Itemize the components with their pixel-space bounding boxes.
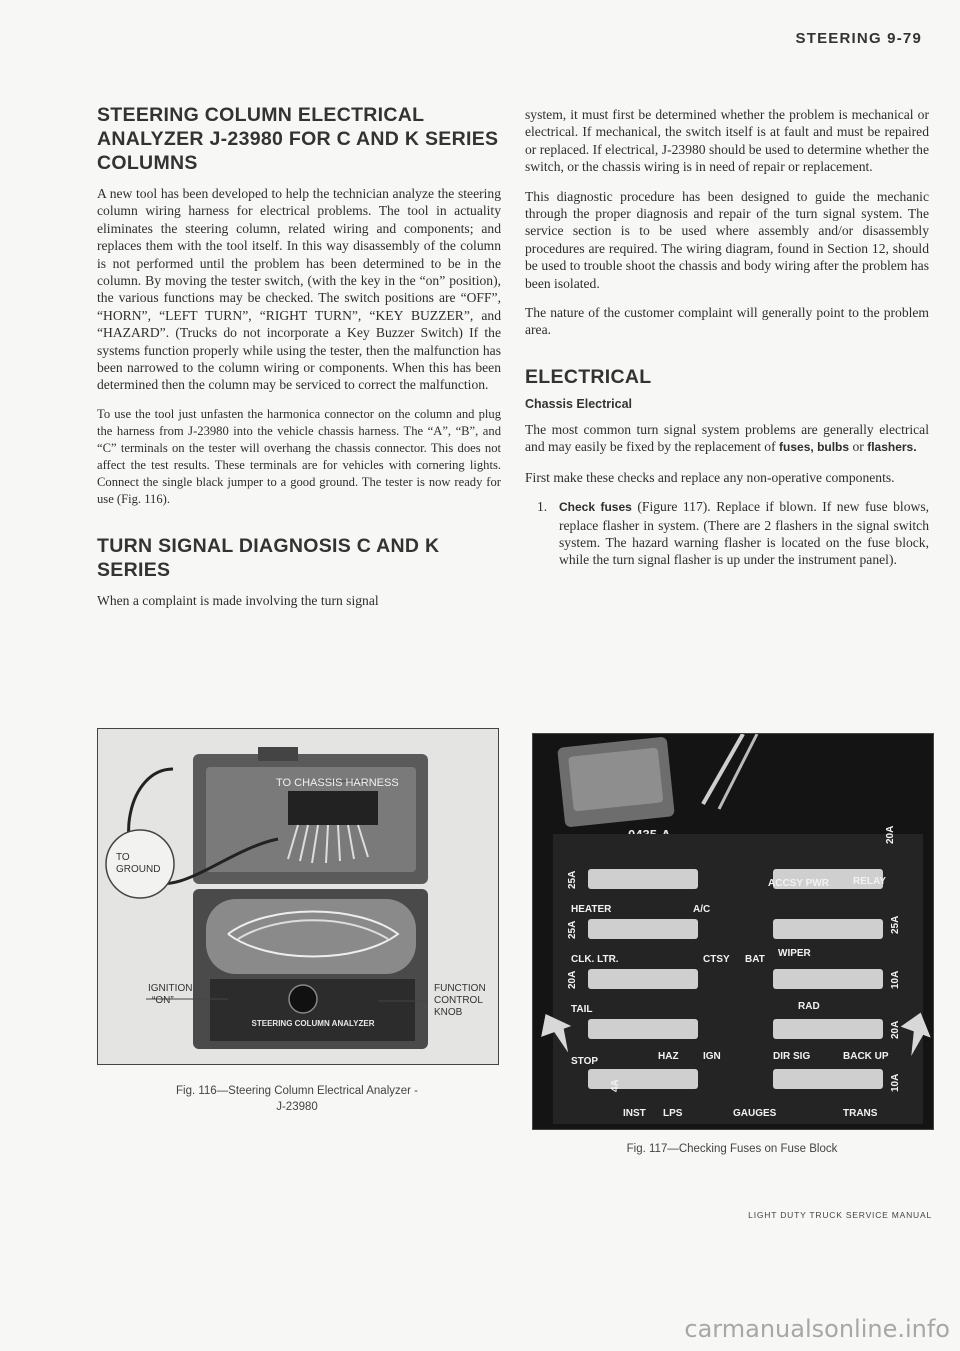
- page-footer: LIGHT DUTY TRUCK SERVICE MANUAL: [748, 1210, 932, 1220]
- fuse-label: LPS: [663, 1108, 683, 1119]
- label-to-chassis-harness: TO CHASSIS HARNESS: [276, 777, 399, 789]
- right-column: [525, 106, 929, 569]
- paragraph-text: The most common turn signal system problems are generally electrical and may easily be fixed by the replacement of: [525, 421, 929, 455]
- analyzer-illustration: [98, 729, 498, 1064]
- list-text: [559, 498, 929, 569]
- section-title: STEERING COLUMN ELECTRICAL ANALYZER J-23980 FOR C AND K SERIES COLUMNS: [97, 104, 499, 174]
- label-to-ground: TO: [116, 852, 130, 863]
- fuse-label: INST: [623, 1108, 646, 1119]
- fuse: [588, 919, 698, 939]
- label-function-control-knob: FUNCTION: [434, 983, 486, 994]
- paragraph: The nature of the customer complaint will generally point to the problem area.: [525, 305, 929, 338]
- label-ignition: “ON”: [152, 995, 174, 1006]
- fuse-label: ACCSY PWR: [768, 878, 829, 889]
- paragraph: This diagnostic procedure has been designed to guide the mechanic through the proper diagnosis and repair of the turn signal system. The service section is to be used where assembly and/or disassembly procedures are required. The wiring diagram, found in Section 12, should be used to trouble shoot the chassis and body wiring after the problem has been isolated.: [525, 188, 929, 291]
- paragraph: When a complaint is made involving the turn signal: [97, 592, 379, 608]
- fuse-label: CTSY: [703, 954, 730, 965]
- fuse-label: 25A: [567, 920, 578, 939]
- caption-line: J-23980: [276, 1101, 318, 1113]
- paragraph: system, it must first be determined whether the problem is mechanical or electrical. If mechanical, the switch itself is at fault and must be repaired or replaced. If electrical, J-23980 should be used to determine whether the switch, or the chassis wiring is in need of repair or replacement.: [525, 107, 929, 175]
- figure-caption: [97, 1083, 497, 1115]
- label-to-ground: GROUND: [116, 864, 161, 875]
- list-number: 1.: [537, 499, 548, 515]
- label-function-control-knob: KNOB: [434, 1007, 463, 1018]
- bold-term: flashers.: [867, 440, 917, 455]
- paragraph: First make these checks and replace any non-operative components.: [525, 469, 895, 485]
- bold-term: Check fuses: [559, 500, 632, 515]
- paragraph-text: or: [852, 439, 864, 455]
- label-ignition: IGNITION: [148, 983, 193, 994]
- fuse-label: TRANS: [843, 1108, 878, 1119]
- fuse-label: 20A: [885, 825, 896, 844]
- fuse: [773, 1069, 883, 1089]
- fuse-label: HAZ: [658, 1051, 679, 1062]
- label-function-control-knob: CONTROL: [434, 995, 483, 1006]
- fuse-label: DIR SIG: [773, 1051, 811, 1062]
- paragraph: A new tool has been developed to help the technician analyze the steering column wiring harness for electrical problems. The tool in actuality eliminates the steering column, related wiring and components; and replaces them with the tool itself. In this way disassembly of the column is not performed until the problem has been determined to be in the column. By moving the tester switch, (with the key in the “on” position), the various functions may be checked. The switch positions are “OFF”, “HORN”, “LEFT TURN”, “RIGHT TURN”, “KEY BUZZER”, and “HAZARD”. (Trucks do not incorporate a Key Buzzer Switch) If the systems function properly while using the tester, then the malfunction has been narrowed to the column wiring or components. When this has been determined then the column may be serviced to correct the malfunction.: [97, 186, 501, 393]
- fuse-label: 4A: [610, 1079, 621, 1092]
- fuse-label: CLK. LTR.: [571, 954, 619, 965]
- fuse-label: STOP: [571, 1056, 599, 1067]
- fuse-block-illustration: [533, 734, 933, 1129]
- paragraph: [525, 421, 929, 457]
- fuse-label: RAD: [798, 1001, 820, 1012]
- fuse: [773, 969, 883, 989]
- fuse-label: GAUGES: [733, 1108, 777, 1119]
- fuse-label: BACK UP: [843, 1051, 889, 1062]
- fuse: [588, 1069, 698, 1089]
- section-heading: ELECTRICAL: [525, 365, 652, 388]
- fuse-label: TAIL: [571, 1004, 593, 1015]
- fuse: [773, 1019, 883, 1039]
- fuse-label: 20A: [567, 970, 578, 989]
- left-column: [97, 103, 501, 621]
- section-title: TURN SIGNAL DIAGNOSIS C AND K SERIES: [97, 534, 440, 581]
- figure-caption: Fig. 117—Checking Fuses on Fuse Block: [626, 1143, 838, 1155]
- fuse-label: 20A: [890, 1020, 901, 1039]
- fuse-label: A/C: [693, 904, 711, 915]
- list-item-text: (Figure 117). Replace if blown. If new fuse blows, replace flasher in system. (There are 2 flashers in the signal switch system. The hazard warning flasher is located on the fuse block, while the turn signal flasher is up under the instrument panel).: [559, 499, 930, 568]
- fuse: [773, 919, 883, 939]
- list-item: [525, 498, 929, 569]
- figure-analyzer-photo: [97, 728, 499, 1065]
- check-list: [525, 498, 929, 569]
- bold-term: fuses, bulbs: [779, 440, 850, 455]
- fuse-label: RELAY: [853, 876, 886, 887]
- panel-title: STEERING COLUMN ANALYZER: [251, 1019, 375, 1028]
- fuse-label: 10A: [890, 970, 901, 989]
- figure-fuse-block-photo: [532, 733, 934, 1130]
- fuse-label: HEATER: [571, 904, 612, 915]
- subsection-heading: Chassis Electrical: [525, 396, 633, 411]
- fuse-label: 10A: [890, 1073, 901, 1092]
- page-header: STEERING 9-79: [795, 30, 922, 47]
- fuse: [588, 869, 698, 889]
- fuse-label: BAT: [745, 954, 765, 965]
- fuse-label: WIPER: [778, 948, 811, 959]
- caption-line: Fig. 116—Steering Column Electrical Analyzer -: [175, 1085, 419, 1097]
- paragraph: To use the tool just unfasten the harmonica connector on the column and plug the harness from J-23980 into the vehicle chassis harness. The “A”, “B”, and “C” terminals on the tester will overhang the chassis connector. This does not affect the test results. These terminals are for vehicles with cornering lights. Connect the single black jumper to a good ground. The tester is now ready for use (Fig. 116).: [97, 406, 501, 506]
- fuse-label: 25A: [890, 915, 901, 934]
- fuse-label: IGN: [703, 1051, 721, 1062]
- watermark: carmanualsonline.info: [684, 1315, 950, 1343]
- fuse: [588, 969, 698, 989]
- fuse-label: 25A: [567, 870, 578, 889]
- fuse: [588, 1019, 698, 1039]
